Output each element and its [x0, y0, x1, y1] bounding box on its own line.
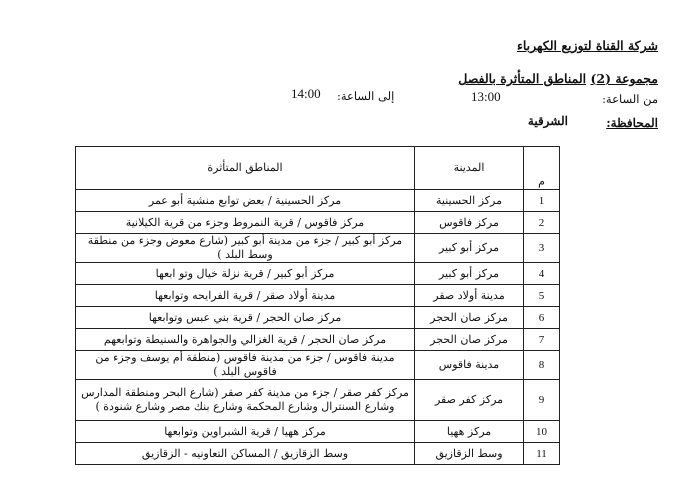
row-city: مركز صان الحجر [415, 329, 524, 351]
row-city: مركز أبو كبير [415, 234, 524, 263]
row-areas: مركز صان الحجر / قرية الغزالي والجواهرة والسنيطة وتوابعهم [76, 329, 415, 351]
table-row [76, 421, 560, 443]
row-city: مركز كفر صقر [415, 380, 524, 421]
row-areas: مركز فاقوس / قرية النمروط وجزء من قرية الكيلانية [76, 212, 415, 234]
group-label: مجموعة (2) [590, 71, 658, 86]
table-row [76, 329, 560, 351]
company-name: شركة القناة لتوزيع الكهرباء [516, 38, 658, 53]
row-city: مدينة أولاد صقر [415, 285, 524, 307]
table-row [76, 263, 560, 285]
table-row [76, 234, 560, 263]
row-num: 11 [524, 443, 560, 465]
row-city: مركز فاقوس [415, 212, 524, 234]
to-time: 14:00 [291, 86, 321, 101]
row-city: وسط الزقازيق [415, 443, 524, 465]
row-areas: مركز أبو كبير / جزء من مدينة أبو كبير (شارع معوض وجزء من منطقة وسط البلد ) [76, 234, 415, 263]
row-num: 2 [524, 212, 560, 234]
row-city: مركز الحسينية [415, 190, 524, 212]
table-row [76, 190, 560, 212]
to-label: إلى الساعة: [337, 89, 395, 103]
row-num: 8 [524, 351, 560, 380]
row-city: مركز أبو كبير [415, 263, 524, 285]
group-heading [458, 71, 658, 86]
row-city: مركز صان الحجر [415, 307, 524, 329]
row-areas: مركز ههيا / قرية الشبراوين وتوابعها [76, 421, 415, 443]
table-row [76, 351, 560, 380]
table-row [76, 380, 560, 421]
from-time: 13:00 [471, 89, 501, 104]
row-areas: مدينة أولاد صقر / قرية الفرايحه وتوابعها [76, 285, 415, 307]
row-areas: مركز أبو كبير / قرية نزلة خيال وتو ابعها [76, 263, 415, 285]
row-num: 7 [524, 329, 560, 351]
row-areas: مركز كفر صقر / جزء من مدينة كفر صقر (شارع البحر ومنطقة المدارس وشارع السنترال وشارع المحكمة وشارع بنك مصر وشارع شنودة ) [76, 380, 415, 421]
governorate-value: الشرقية [527, 114, 568, 128]
table-row [76, 307, 560, 329]
table-row [76, 285, 560, 307]
header-city: المدينة [415, 147, 524, 190]
table-header-row [76, 147, 560, 190]
row-num: 6 [524, 307, 560, 329]
governorate-label: المحافظة: [606, 116, 658, 130]
row-areas: مركز صان الحجر / قرية بني عبس وتوابعها [76, 307, 415, 329]
row-areas: وسط الزقازيق / المساكن التعاونيه - الزقازيق [76, 443, 415, 465]
row-num: 1 [524, 190, 560, 212]
row-areas: مركز الحسينية / بعض توابع منشية أبو عمر [76, 190, 415, 212]
row-num: 4 [524, 263, 560, 285]
from-label: من الساعة: [602, 92, 658, 106]
header-areas: المناطق المتأثرة [76, 147, 415, 190]
affected-areas-table [75, 146, 560, 465]
row-num: 5 [524, 285, 560, 307]
header-num: م [524, 147, 560, 190]
row-num: 9 [524, 380, 560, 421]
row-num: 3 [524, 234, 560, 263]
row-city: مركز ههيا [415, 421, 524, 443]
table-row [76, 443, 560, 465]
group-title: المناطق المتأثرة بالفصل [458, 71, 587, 86]
row-num: 10 [524, 421, 560, 443]
row-areas: مدينة فاقوس / جزء من مدينة فاقوس (منطقة أم يوسف وجزء من فاقوس البلد ) [76, 351, 415, 380]
row-city: مدينة فاقوس [415, 351, 524, 380]
table-row [76, 212, 560, 234]
